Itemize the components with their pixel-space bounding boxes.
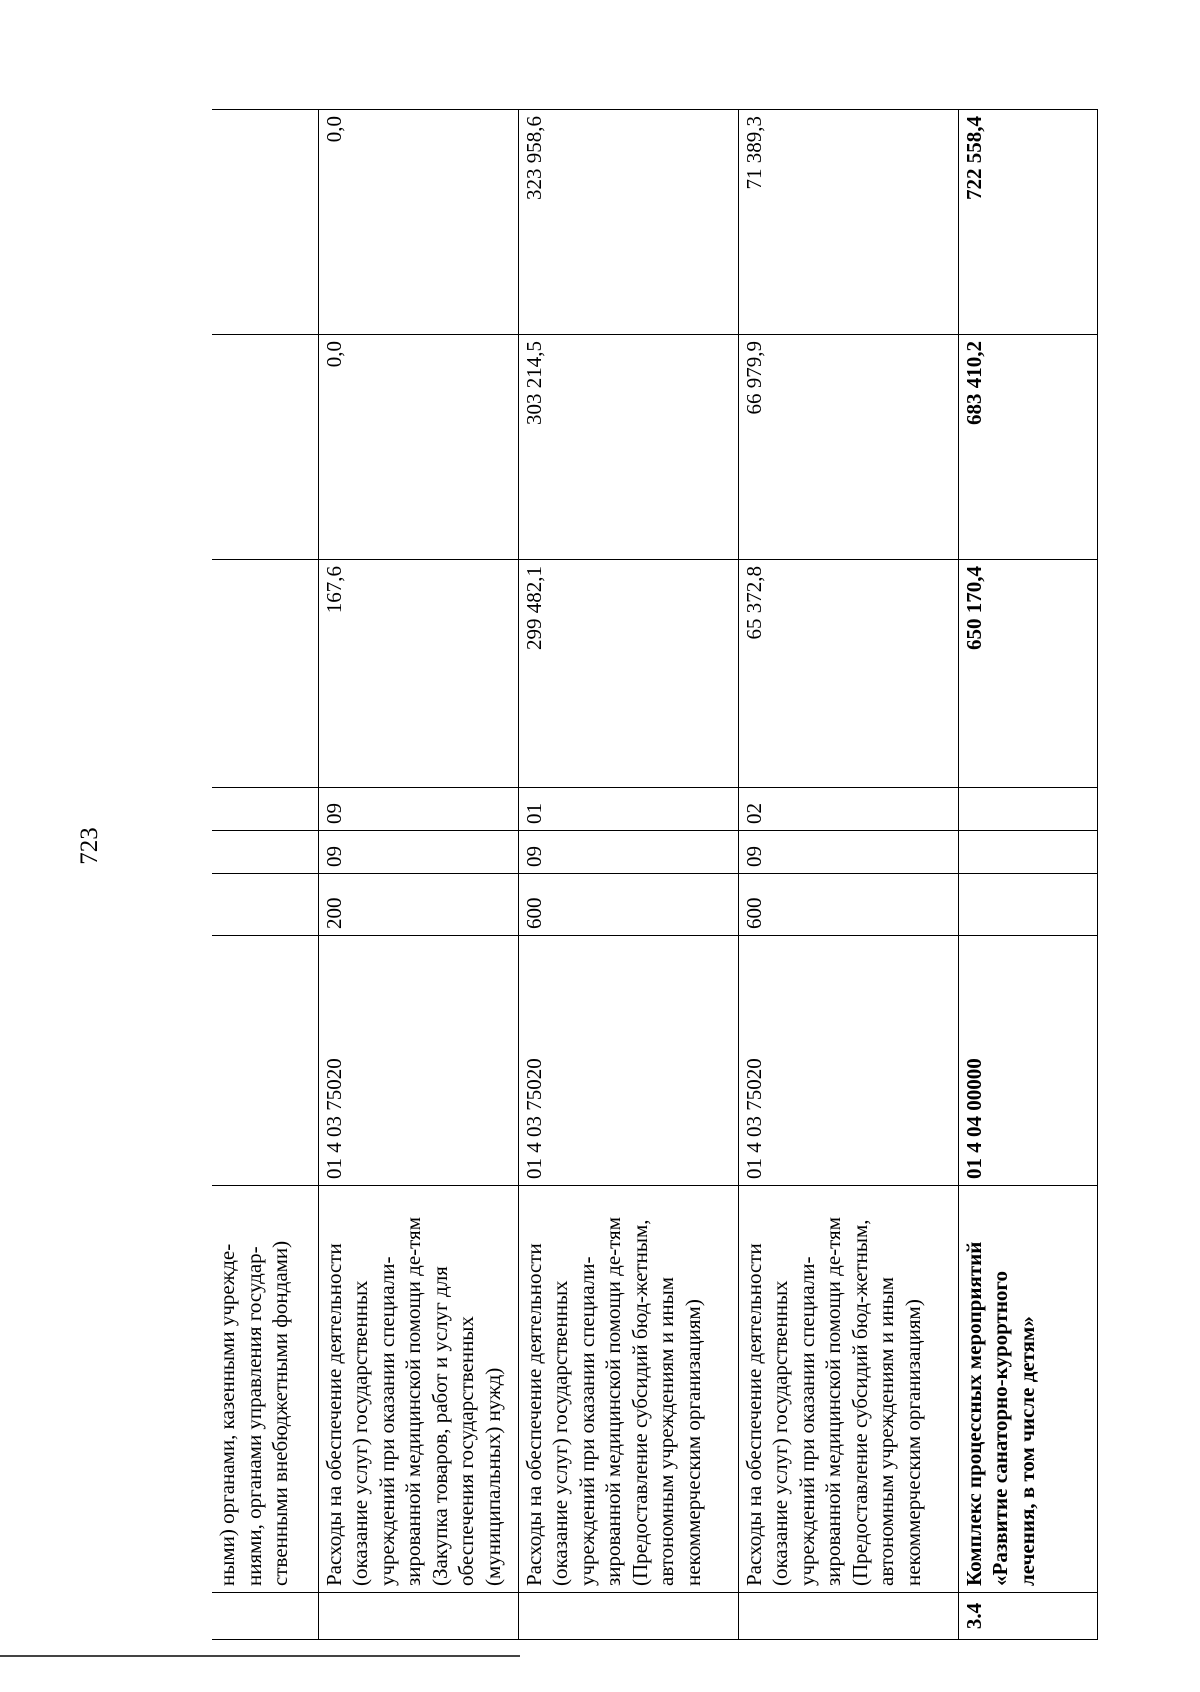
section-cell: 09 — [318, 831, 518, 874]
row-number-cell: 3.4 — [958, 1593, 1097, 1640]
value-year3-cell: 0,0 — [318, 110, 518, 335]
section-cell: 09 — [738, 831, 958, 874]
rotated-table-container — [212, 110, 1097, 1640]
expense-type-cell — [958, 874, 1097, 936]
subsection-cell: 01 — [518, 788, 738, 831]
budget-table — [212, 109, 1098, 1640]
value-year3-cell: 71 389,3 — [738, 110, 958, 335]
budget-code-cell: 01 4 03 75020 — [738, 936, 958, 1186]
value-year3-cell: 323 958,6 — [518, 110, 738, 335]
value-year1-cell: 167,6 — [318, 560, 518, 788]
table-row — [318, 110, 518, 1640]
value-year2-cell: 683 410,2 — [958, 335, 1097, 560]
section-cell — [958, 831, 1097, 874]
row-name-cell: Расходы на обеспечение деятельности (оказание услуг) государственных учреждений при оказании специали-зированной медицинской помощи де-тям (Предоставление субсидий бюд-жетным, автономным учреждениям и иным некоммерческим организациям) — [738, 1186, 958, 1593]
value-year2-cell: 66 979,9 — [738, 335, 958, 560]
budget-code-cell: 01 4 03 75020 — [518, 936, 738, 1186]
table-body — [212, 110, 1097, 1640]
budget-code-cell: 01 4 04 00000 — [958, 936, 1097, 1186]
page-number: 723 — [76, 827, 103, 865]
subsection-cell: 02 — [738, 788, 958, 831]
subsection-cell — [958, 788, 1097, 831]
value-year3-cell — [212, 110, 318, 335]
row-number-cell — [518, 1593, 738, 1640]
table-row — [738, 110, 958, 1640]
value-year1-cell: 65 372,8 — [738, 560, 958, 788]
row-name-cell: ными) органами, казенными учрежде-ниями, органами управления государ-ственными внебюджетными фондами) — [212, 1186, 318, 1593]
value-year1-cell — [212, 560, 318, 788]
value-year2-cell — [212, 335, 318, 560]
row-name-cell: Комплекс процессных мероприятий «Развитие санаторно-курортного лечения, в том числе детям» — [958, 1186, 1097, 1593]
section-cell: 09 — [518, 831, 738, 874]
value-year3-cell: 722 558,4 — [958, 110, 1097, 335]
row-number-cell — [738, 1593, 958, 1640]
subsection-cell — [212, 788, 318, 831]
expense-type-cell: 200 — [318, 874, 518, 936]
budget-code-cell — [212, 936, 318, 1186]
table-row-total — [958, 110, 1097, 1640]
row-number-cell — [212, 1593, 318, 1640]
row-name-cell: Расходы на обеспечение деятельности (оказание услуг) государственных учреждений при оказании специали-зированной медицинской помощи де-тям (Закупка товаров, работ и услуг для обеспечения государственных (муниципальных) нужд) — [318, 1186, 518, 1593]
expense-type-cell: 600 — [518, 874, 738, 936]
scan-edge-line — [0, 1655, 520, 1657]
subsection-cell: 09 — [318, 788, 518, 831]
row-name-cell: Расходы на обеспечение деятельности (оказание услуг) государственных учреждений при оказании специали-зированной медицинской помощи де-тям (Предоставление субсидий бюд-жетным, автономным учреждениям и иным некоммерческим организациям) — [518, 1186, 738, 1593]
section-cell — [212, 831, 318, 874]
expense-type-cell — [212, 874, 318, 936]
row-number-cell — [318, 1593, 518, 1640]
value-year1-cell: 650 170,4 — [958, 560, 1097, 788]
budget-code-cell: 01 4 03 75020 — [318, 936, 518, 1186]
expense-type-cell: 600 — [738, 874, 958, 936]
table-row — [212, 110, 318, 1640]
value-year2-cell: 0,0 — [318, 335, 518, 560]
value-year2-cell: 303 214,5 — [518, 335, 738, 560]
table-row — [518, 110, 738, 1640]
value-year1-cell: 299 482,1 — [518, 560, 738, 788]
